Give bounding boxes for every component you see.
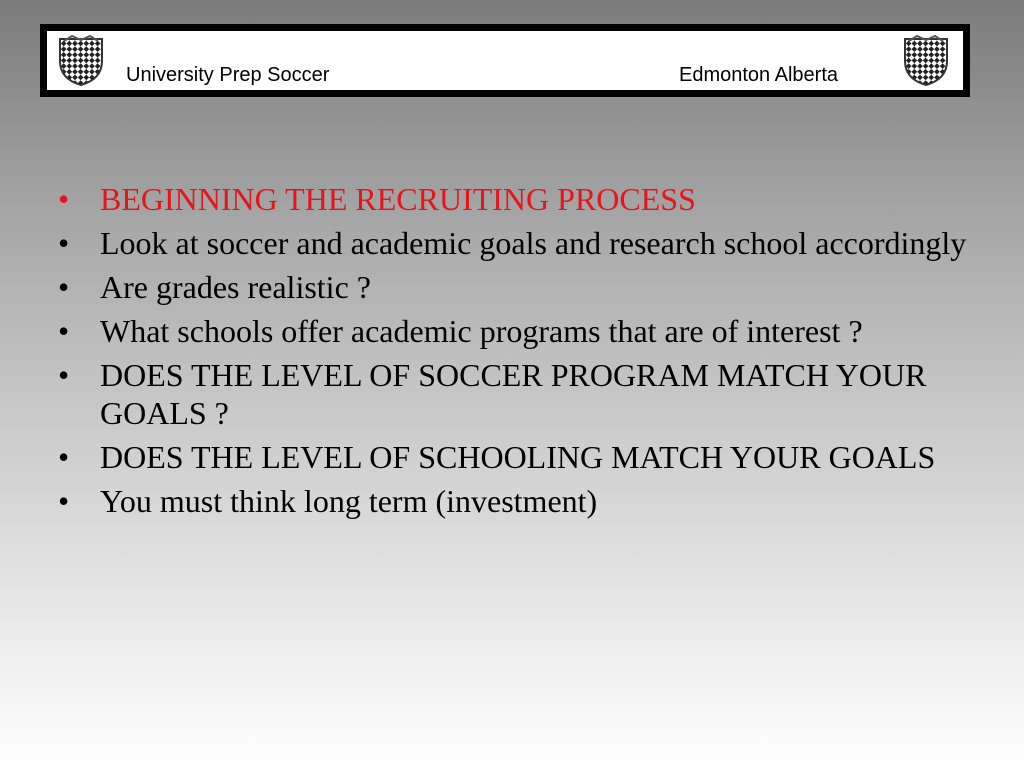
bullet-text: BEGINNING THE RECRUITING PROCESS [100, 181, 696, 217]
list-item [58, 180, 978, 218]
bullet-list [58, 180, 978, 526]
bullet-dot: • [58, 181, 70, 217]
bullet-text: DOES THE LEVEL OF SOCCER PROGRAM MATCH YOUR GOALS ? [100, 357, 927, 431]
crest-icon [903, 35, 949, 87]
bullet-dot: • [58, 483, 70, 519]
crest-icon [58, 35, 104, 87]
header-bar [40, 24, 970, 97]
list-item [58, 224, 978, 262]
header-left-text: University Prep Soccer [126, 64, 330, 86]
list-item [58, 312, 978, 350]
bullet-text: You must think long term (investment) [100, 483, 598, 519]
bullet-dot: • [58, 439, 70, 475]
bullet-text: What schools offer academic programs that are of interest ? [100, 313, 863, 349]
list-item [58, 438, 978, 476]
header-right-text: Edmonton Alberta [679, 64, 838, 86]
bullet-dot: • [58, 313, 70, 349]
list-item [58, 356, 978, 432]
bullet-text: DOES THE LEVEL OF SCHOOLING MATCH YOUR GOALS [100, 439, 936, 475]
list-item [58, 482, 978, 520]
bullet-text: Look at soccer and academic goals and research school accordingly [100, 225, 967, 261]
bullet-dot: • [58, 225, 70, 261]
bullet-text: Are grades realistic ? [100, 269, 371, 305]
list-item [58, 268, 978, 306]
bullet-dot: • [58, 357, 70, 393]
bullet-dot: • [58, 269, 70, 305]
